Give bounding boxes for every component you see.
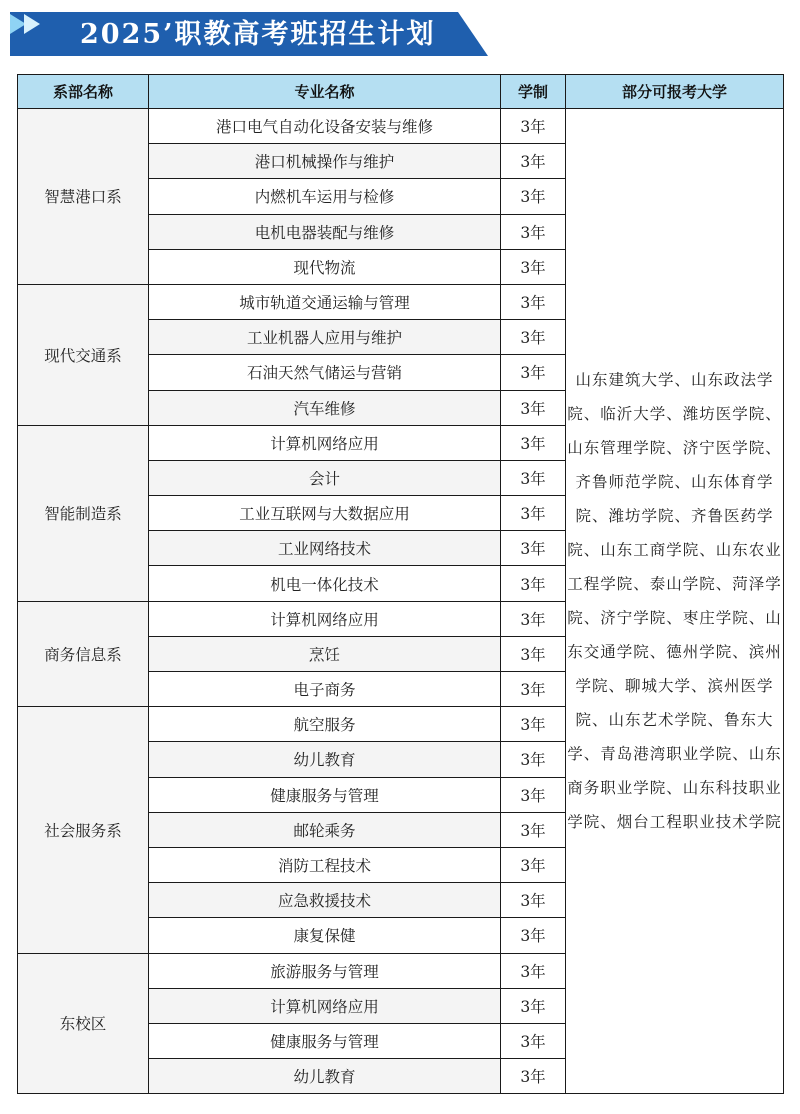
major-name: 应急救援技术 [149, 883, 501, 918]
major-name: 邮轮乘务 [149, 812, 501, 847]
department-name: 现代交通系 [18, 284, 149, 425]
major-name: 航空服务 [149, 707, 501, 742]
double-arrow-icon [10, 12, 50, 36]
major-name: 石油天然气储运与营销 [149, 355, 501, 390]
major-name: 消防工程技术 [149, 847, 501, 882]
duration-cell: 3年 [501, 109, 566, 144]
department-name: 社会服务系 [18, 707, 149, 953]
duration-cell: 3年 [501, 1059, 566, 1094]
major-name: 幼儿教育 [149, 1059, 501, 1094]
duration-cell: 3年 [501, 847, 566, 882]
department-name: 东校区 [18, 953, 149, 1094]
duration-cell: 3年 [501, 601, 566, 636]
duration-cell: 3年 [501, 672, 566, 707]
page-title: 2025’职教高考班招生计划 [80, 19, 436, 50]
department-name: 智能制造系 [18, 425, 149, 601]
duration-cell: 3年 [501, 742, 566, 777]
duration-cell: 3年 [501, 284, 566, 319]
major-name: 计算机网络应用 [149, 601, 501, 636]
major-name: 计算机网络应用 [149, 425, 501, 460]
table-row [18, 109, 784, 144]
major-name: 工业机器人应用与维护 [149, 320, 501, 355]
table-header-row [18, 75, 784, 109]
duration-cell: 3年 [501, 953, 566, 988]
header-universities: 部分可报考大学 [566, 75, 784, 109]
major-name: 现代物流 [149, 249, 501, 284]
major-name: 计算机网络应用 [149, 988, 501, 1023]
duration-cell: 3年 [501, 918, 566, 953]
header-duration: 学制 [501, 75, 566, 109]
major-name: 幼儿教育 [149, 742, 501, 777]
major-name: 工业网络技术 [149, 531, 501, 566]
title-banner [10, 12, 488, 56]
duration-cell: 3年 [501, 883, 566, 918]
duration-cell: 3年 [501, 566, 566, 601]
major-name: 内燃机车运用与检修 [149, 179, 501, 214]
major-name: 康复保健 [149, 918, 501, 953]
major-name: 港口电气自动化设备安装与维修 [149, 109, 501, 144]
department-name: 商务信息系 [18, 601, 149, 707]
major-name: 烹饪 [149, 636, 501, 671]
major-name: 健康服务与管理 [149, 777, 501, 812]
major-name: 汽车维修 [149, 390, 501, 425]
duration-cell: 3年 [501, 249, 566, 284]
enrollment-plan-table [17, 74, 784, 1094]
header-major: 专业名称 [149, 75, 501, 109]
duration-cell: 3年 [501, 179, 566, 214]
major-name: 健康服务与管理 [149, 1023, 501, 1058]
duration-cell: 3年 [501, 531, 566, 566]
duration-cell: 3年 [501, 1023, 566, 1058]
major-name: 电机电器装配与维修 [149, 214, 501, 249]
duration-cell: 3年 [501, 496, 566, 531]
duration-cell: 3年 [501, 460, 566, 495]
duration-cell: 3年 [501, 425, 566, 460]
major-name: 工业互联网与大数据应用 [149, 496, 501, 531]
duration-cell: 3年 [501, 636, 566, 671]
duration-cell: 3年 [501, 812, 566, 847]
duration-cell: 3年 [501, 777, 566, 812]
duration-cell: 3年 [501, 144, 566, 179]
major-name: 电子商务 [149, 672, 501, 707]
header-department: 系部名称 [18, 75, 149, 109]
major-name: 机电一体化技术 [149, 566, 501, 601]
major-name: 城市轨道交通运输与管理 [149, 284, 501, 319]
major-name: 会计 [149, 460, 501, 495]
duration-cell: 3年 [501, 707, 566, 742]
major-name: 港口机械操作与维护 [149, 144, 501, 179]
duration-cell: 3年 [501, 320, 566, 355]
major-name: 旅游服务与管理 [149, 953, 501, 988]
duration-cell: 3年 [501, 214, 566, 249]
department-name: 智慧港口系 [18, 109, 149, 285]
duration-cell: 3年 [501, 988, 566, 1023]
duration-cell: 3年 [501, 390, 566, 425]
duration-cell: 3年 [501, 355, 566, 390]
universities-list: 山东建筑大学、山东政法学院、临沂大学、潍坊医学院、山东管理学院、济宁医学院、齐鲁师范学院、山东体育学院、潍坊学院、齐鲁医药学院、山东工商学院、山东农业工程学院、泰山学院、菏泽学院、济宁学院、枣庄学院、山东交通学院、德州学院、滨州学院、聊城大学、滨州医学院、山东艺术学院、鲁东大学、青岛港湾职业学院、山东商务职业学院、山东科技职业学院、烟台工程职业技术学院 [566, 109, 784, 1094]
